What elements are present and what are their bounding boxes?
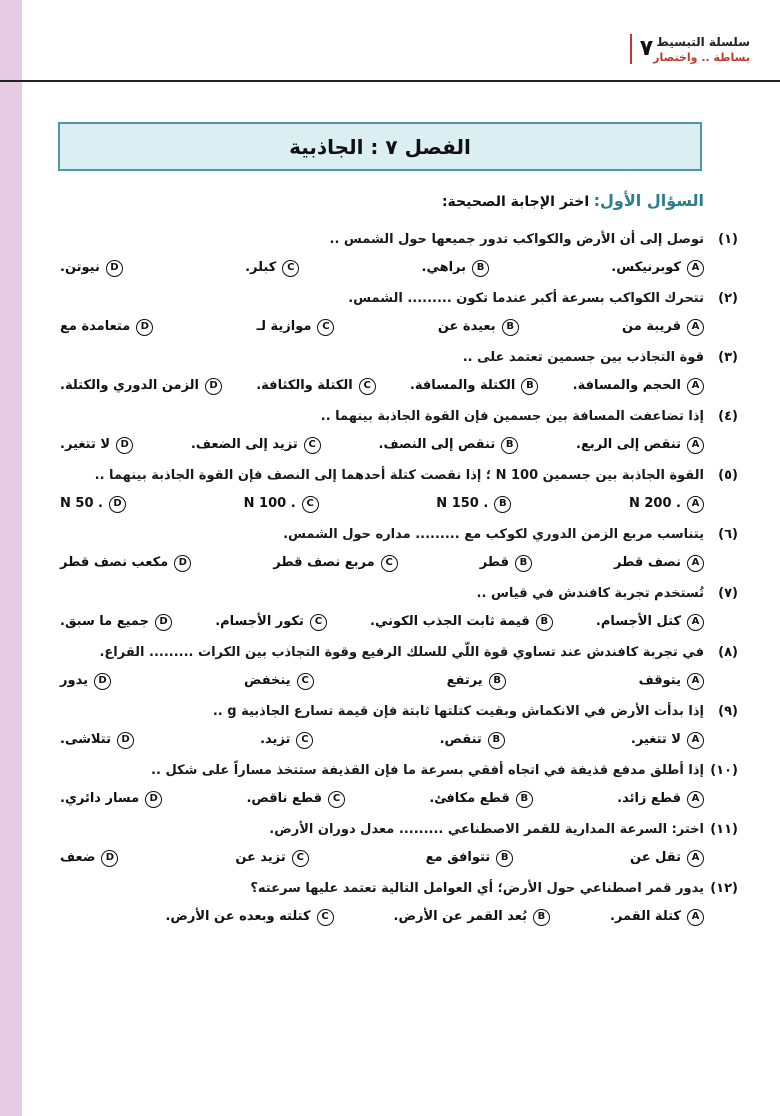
option-text: قطع ناقص. [246,791,323,806]
answer-options [60,904,704,930]
answer-options [60,786,704,812]
option-text: . 50 N [60,496,103,511]
option-letter-badge: B [502,319,519,336]
question-text: إذا بدأت الأرض في الانكماش وبقيت كتلتها ثابتة فإن قيمة تسارع الجاذبية g .. [212,704,704,719]
option-text: كتل الأجسام. [595,614,681,629]
question-number: (١١) [710,822,738,837]
question-item [60,642,738,694]
answer-option[interactable] [379,432,519,458]
answer-option[interactable] [429,786,532,812]
question-item [60,406,738,458]
option-text: قطر [479,555,509,570]
question-item [60,583,738,635]
section-label: السؤال الأول: [593,191,704,210]
option-text: ينخفض [243,673,291,688]
answer-option[interactable] [60,491,126,517]
answer-option[interactable] [60,609,172,635]
series-name: سلسلة التبسيط [656,35,750,49]
option-text: موازية لـ [256,319,312,334]
option-text: تنقص إلى النصف. [378,437,496,452]
answer-option[interactable] [60,845,118,871]
option-text: نصف قطر [614,555,681,570]
answer-options [60,314,704,340]
answer-option[interactable] [440,727,505,753]
option-text: الزمن الدوري والكتلة. [60,378,199,393]
answer-option[interactable] [422,255,490,281]
question-stem-row [60,288,738,310]
question-text: يتناسب مربع الزمن الدوري لكوكب مع ......... مداره حول الشمس. [283,527,704,542]
question-item [60,524,738,576]
answer-option[interactable] [256,373,375,399]
question-text: اختر: السرعة المدارية للقمر الاصطناعي ......... معدل دوران الأرض. [269,822,704,837]
option-letter-badge: C [302,496,319,513]
option-letter-badge: A [687,437,704,454]
question-stem-row [60,524,738,546]
option-letter-badge: B [496,850,513,867]
answer-options [60,550,704,576]
answer-option[interactable] [60,727,134,753]
option-letter-badge: B [472,260,489,277]
question-list [60,229,738,937]
question-stem-row [60,583,738,605]
option-letter-badge: B [494,496,511,513]
header-divider [0,80,780,82]
answer-option[interactable] [438,314,519,340]
answer-option[interactable] [410,373,539,399]
answer-option[interactable] [60,668,111,694]
option-letter-badge: D [101,850,118,867]
answer-option[interactable] [610,904,704,930]
option-letter-badge: B [536,614,553,631]
question-stem-row [60,406,738,428]
option-letter-badge: D [145,791,162,808]
answer-option[interactable] [260,727,313,753]
answer-options [60,668,704,694]
answer-options [60,609,704,635]
answer-option[interactable] [60,314,153,340]
answer-option[interactable] [191,432,321,458]
answer-option[interactable] [436,491,511,517]
question-item [60,878,738,930]
option-letter-badge: D [116,437,133,454]
answer-option[interactable] [614,550,704,576]
question-item [60,760,738,812]
option-letter-badge: A [687,260,704,277]
option-text: لا تتغير. [60,437,111,452]
option-letter-badge: B [516,791,533,808]
question-text: تتحرك الكواكب بسرعة أكبر عندما تكون ......... الشمس. [348,291,704,306]
option-letter-badge: A [687,850,704,867]
answer-option[interactable] [576,432,704,458]
question-text: تُستخدم تجربة كافندش في قياس .. [476,586,704,601]
option-text: يرتفع [446,673,483,688]
series-tagline: بساطة .. واختصار [653,51,750,64]
option-text: ضعف [60,850,96,865]
option-letter-badge: D [155,614,172,631]
question-number: (١٠) [710,763,738,778]
option-text: . 150 N [436,496,489,511]
answer-options [60,845,704,871]
option-text: قريبة من [622,319,681,334]
option-text: يتوقف [638,673,681,688]
option-letter-badge: D [106,260,123,277]
answer-option[interactable] [60,255,123,281]
answer-option[interactable] [60,373,222,399]
answer-option[interactable] [480,550,532,576]
answer-options [60,727,704,753]
answer-option[interactable] [630,845,704,871]
option-letter-badge: C [296,732,313,749]
option-letter-badge: D [174,555,191,572]
option-text: الحجم والمسافة. [572,378,681,393]
option-letter-badge: A [687,555,704,572]
option-text: كبلر. [245,260,277,275]
option-text: بعيدة عن [437,319,496,334]
option-text: بُعد القمر عن الأرض. [393,909,527,924]
option-text: تقل عن [630,850,681,865]
answer-option[interactable] [622,314,704,340]
question-stem-row [60,642,738,664]
question-number: (١٢) [710,881,738,896]
option-text: نيوتن. [60,260,100,275]
question-text: قوة التجاذب بين جسمين تعتمد على .. [462,350,704,365]
option-text: مكعب نصف قطر [60,555,169,570]
question-stem-row [60,878,738,900]
option-letter-badge: D [94,673,111,690]
option-text: تزيد عن [235,850,286,865]
question-item [60,229,738,281]
answer-options [60,432,704,458]
question-stem-row [60,819,738,841]
option-letter-badge: B [501,437,518,454]
option-text: يدور [60,673,88,688]
answer-option[interactable] [611,255,704,281]
answer-option[interactable] [245,255,299,281]
section-instruction: اختر الإجابة الصحيحة: [441,194,590,210]
option-letter-badge: C [381,555,398,572]
answer-option[interactable] [215,609,327,635]
question-text: يدور قمر اصطناعي حول الأرض؛ أي العوامل التالية تعتمد عليها سرعته؟ [250,881,704,896]
answer-option[interactable] [60,786,162,812]
option-text: الكتلة والكثافة. [256,378,353,393]
question-text: توصل إلى أن الأرض والكواكب تدور جميعها حول الشمس .. [329,232,704,247]
question-text: إذا أطلق مدفع قذيفة في اتجاه أفقي بسرعة ما فإن القذيفة ستتخذ مساراً على شكل .. [151,763,704,778]
option-letter-badge: A [687,791,704,808]
option-letter-badge: C [292,850,309,867]
option-text: براهي. [421,260,467,275]
question-number: (٨) [718,645,738,660]
question-item [60,347,738,399]
option-letter-badge: C [328,791,345,808]
option-letter-badge: C [282,260,299,277]
answer-option[interactable] [257,314,335,340]
answer-option[interactable] [596,609,704,635]
question-text: إذا تضاعفت المسافة بين جسمين فإن القوة الجاذبة بينهما .. [320,409,704,424]
option-text: كتلة القمر. [609,909,681,924]
option-letter-badge: B [521,378,538,395]
option-letter-badge: D [205,378,222,395]
answer-option[interactable] [629,491,704,517]
question-number: (٥) [718,468,738,483]
question-number: (٤) [718,409,738,424]
option-text: قطع زائد. [617,791,681,806]
option-letter-badge: D [117,732,134,749]
option-letter-badge: C [297,673,314,690]
chapter-title: الفصل ٧ : الجاذبية [289,134,471,159]
option-letter-badge: A [687,319,704,336]
question-text: في تجربة كافندش عند تساوي قوة اللّي للسلك الرفيع وقوة التجاذب بين الكرات ......... القراع. [99,645,704,660]
series-block [653,34,758,66]
option-letter-badge: C [317,319,334,336]
option-text: تنقص. [439,732,482,747]
answer-option[interactable] [244,668,314,694]
answer-option[interactable] [60,550,191,576]
options-spacer [60,904,105,930]
option-letter-badge: C [317,909,334,926]
option-text: كتلته وبعده عن الأرض. [165,909,311,924]
answer-option[interactable] [617,786,704,812]
answer-option[interactable] [246,786,345,812]
answer-option[interactable] [639,668,704,694]
option-letter-badge: A [687,673,704,690]
answer-option[interactable] [631,727,704,753]
question-stem-row [60,465,738,487]
answer-option[interactable] [447,668,506,694]
option-text: تتوافق مع [425,850,491,865]
question-number: (٦) [718,527,738,542]
option-letter-badge: C [310,614,327,631]
question-number: (١) [718,232,738,247]
question-item [60,288,738,340]
option-letter-badge: A [687,614,704,631]
option-text: كوبرنيكس. [611,260,681,275]
page-number: ٧ [630,34,653,64]
question-stem-row [60,760,738,782]
answer-options [60,255,704,281]
option-letter-badge: D [109,496,126,513]
section-heading [442,191,704,210]
answer-options [60,373,704,399]
side-color-strip [0,0,22,1116]
question-item [60,819,738,871]
answer-options [60,491,704,517]
option-letter-badge: D [136,319,153,336]
option-text: متعامدة مع [60,319,131,334]
question-number: (٧) [718,586,738,601]
option-letter-badge: A [687,732,704,749]
answer-option[interactable] [273,550,397,576]
chapter-title-box [58,122,702,171]
answer-option[interactable] [60,432,133,458]
option-text: . 200 N [628,496,681,511]
question-number: (٣) [718,350,738,365]
option-text: تتلاشى. [60,732,111,747]
question-item [60,465,738,517]
option-letter-badge: A [687,909,704,926]
option-letter-badge: B [533,909,550,926]
option-text: مربع نصف قطر [273,555,375,570]
answer-option[interactable] [426,845,513,871]
question-stem-row [60,701,738,723]
option-text: تكور الأجسام. [215,614,304,629]
option-letter-badge: C [304,437,321,454]
question-stem-row [60,347,738,369]
question-stem-row [60,229,738,251]
option-text: تزيد. [260,732,291,747]
option-text: مسار دائري. [60,791,140,806]
option-letter-badge: B [489,673,506,690]
question-item [60,701,738,753]
option-text: . 100 N [243,496,296,511]
page-header [630,34,758,66]
question-number: (٢) [718,291,738,306]
option-letter-badge: A [687,496,704,513]
answer-option[interactable] [235,845,308,871]
option-text: لا تتغير. [630,732,681,747]
question-text: القوة الجاذبة بين جسمين 100 N ؛ إذا نقصت كتلة أحدهما إلى النصف فإن القوة الجاذبة بينهما .. [94,468,704,483]
answer-option[interactable] [165,904,333,930]
answer-option[interactable] [573,373,704,399]
answer-option[interactable] [244,491,319,517]
option-letter-badge: B [515,555,532,572]
option-letter-badge: A [687,378,704,395]
answer-option[interactable] [370,609,553,635]
option-letter-badge: C [359,378,376,395]
option-text: جميع ما سبق. [60,614,150,629]
option-text: الكتلة والمسافة. [409,378,516,393]
option-text: تزيد إلى الضعف. [190,437,298,452]
answer-option[interactable] [394,904,550,930]
option-text: تنقص إلى الربع. [576,437,681,452]
option-text: قطع مكافئ. [429,791,510,806]
option-text: قيمة ثابت الجذب الكوني. [370,614,530,629]
option-letter-badge: B [488,732,505,749]
question-number: (٩) [718,704,738,719]
